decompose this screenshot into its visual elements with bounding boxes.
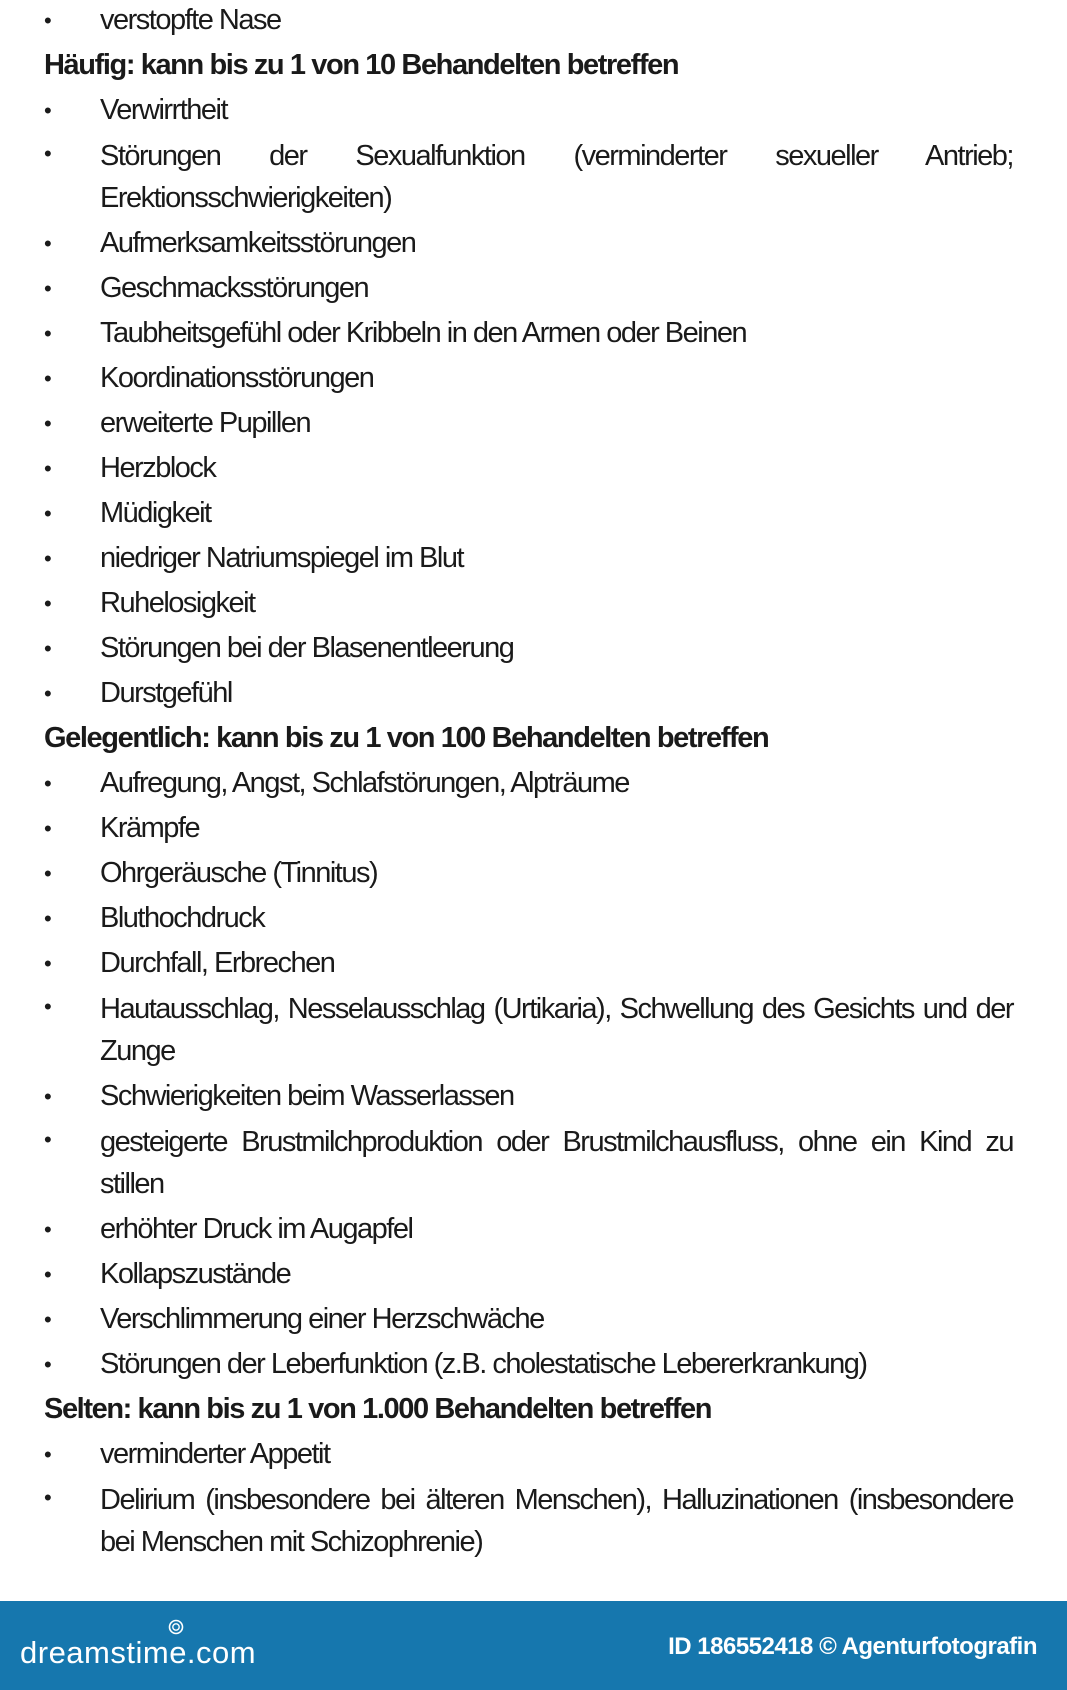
list-item bbox=[0, 986, 1067, 1074]
list-item-text: Taubheitsgefühl oder Kribbeln in den Armen oder Beinen bbox=[100, 317, 747, 349]
list-item bbox=[0, 941, 1067, 986]
list-item-text: verminderter Appetit bbox=[100, 1438, 330, 1470]
bullet-icon: • bbox=[44, 636, 52, 661]
bullet-icon: • bbox=[44, 366, 52, 391]
list-item bbox=[0, 1074, 1067, 1119]
bullet-icon: • bbox=[44, 1084, 52, 1109]
list-item bbox=[0, 761, 1067, 806]
bullet-icon: • bbox=[44, 8, 52, 33]
list-item-text: Delirium (insbesondere bei älteren Menschen), Halluzinationen (insbesondere bei Menschen mit Schizophrenie) bbox=[100, 1484, 1013, 1558]
list-item bbox=[0, 266, 1067, 311]
list-item-text: Aufmerksamkeitsstörungen bbox=[100, 227, 416, 259]
bullet-icon: • bbox=[44, 231, 52, 256]
side-effect-list bbox=[0, 0, 1067, 43]
list-item bbox=[0, 356, 1067, 401]
list-item bbox=[0, 671, 1067, 716]
side-effect-list bbox=[0, 88, 1067, 716]
bullet-icon: • bbox=[44, 98, 52, 123]
bullet-icon: • bbox=[44, 816, 52, 841]
bullet-icon: • bbox=[44, 951, 52, 976]
watermark-banner bbox=[0, 1601, 1067, 1690]
bullet-icon: • bbox=[44, 1485, 52, 1510]
bullet-icon: • bbox=[44, 1127, 52, 1152]
list-item bbox=[0, 896, 1067, 941]
bullet-icon: • bbox=[44, 861, 52, 886]
bullet-icon: • bbox=[44, 411, 52, 436]
list-item-text: gesteigerte Brustmilchproduktion oder Brustmilchausfluss, ohne ein Kind zu stillen bbox=[100, 1126, 1013, 1200]
list-item bbox=[0, 133, 1067, 221]
list-item-text: Verwirrtheit bbox=[100, 94, 228, 126]
bullet-icon: • bbox=[44, 1352, 52, 1377]
list-item bbox=[0, 806, 1067, 851]
bullet-icon: • bbox=[44, 591, 52, 616]
bullet-icon: • bbox=[44, 1307, 52, 1332]
list-item bbox=[0, 221, 1067, 266]
side-effect-list bbox=[0, 1432, 1067, 1565]
list-item-text: Durstgefühl bbox=[100, 677, 232, 709]
list-item-text: verstopfte Nase bbox=[100, 4, 281, 36]
list-item-text: Störungen bei der Blasenentleerung bbox=[100, 632, 514, 664]
list-item-text: Durchfall, Erbrechen bbox=[100, 947, 335, 979]
list-item-text: erweiterte Pupillen bbox=[100, 407, 311, 439]
bullet-icon: • bbox=[44, 456, 52, 481]
list-item-text: Störungen der Leberfunktion (z.B. cholestatische Lebererkrankung) bbox=[100, 1348, 867, 1380]
list-item-text: Geschmacksstörungen bbox=[100, 272, 369, 304]
list-item-text: Ruhelosigkeit bbox=[100, 587, 255, 619]
list-item bbox=[0, 1432, 1067, 1477]
section-heading: Gelegentlich: kann bis zu 1 von 100 Behandelten betreffen bbox=[44, 722, 769, 754]
list-item bbox=[0, 581, 1067, 626]
bullet-icon: • bbox=[44, 1217, 52, 1242]
list-item bbox=[0, 0, 1067, 43]
bullet-icon: • bbox=[44, 501, 52, 526]
list-item-text: Müdigkeit bbox=[100, 497, 211, 529]
list-item bbox=[0, 1119, 1067, 1207]
list-item bbox=[0, 88, 1067, 133]
list-item bbox=[0, 851, 1067, 896]
list-item bbox=[0, 401, 1067, 446]
list-item-text: Kollapszustände bbox=[100, 1258, 291, 1290]
bullet-icon: • bbox=[44, 546, 52, 571]
list-item-text: Koordinationsstörungen bbox=[100, 362, 374, 394]
side-effect-list bbox=[0, 761, 1067, 1387]
list-item bbox=[0, 491, 1067, 536]
list-item-text: Ohrgeräusche (Tinnitus) bbox=[100, 857, 378, 889]
list-item bbox=[0, 1477, 1067, 1565]
list-item-text: Krämpfe bbox=[100, 812, 200, 844]
list-item bbox=[0, 626, 1067, 671]
list-item-text: Verschlimmerung einer Herzschwäche bbox=[100, 1303, 544, 1335]
list-item bbox=[0, 1342, 1067, 1387]
bullet-icon: • bbox=[44, 1442, 52, 1467]
bullet-icon: • bbox=[44, 276, 52, 301]
list-item-text: Hautausschlag, Nesselausschlag (Urtikaria), Schwellung des Gesichts und der Zunge bbox=[100, 993, 1013, 1067]
list-item-text: niedriger Natriumspiegel im Blut bbox=[100, 542, 463, 574]
list-item bbox=[0, 446, 1067, 491]
list-item bbox=[0, 1207, 1067, 1252]
list-item bbox=[0, 1252, 1067, 1297]
bullet-icon: • bbox=[44, 141, 52, 166]
bullet-icon: • bbox=[44, 681, 52, 706]
list-item bbox=[0, 1297, 1067, 1342]
list-item-text: Schwierigkeiten beim Wasserlassen bbox=[100, 1080, 514, 1112]
list-item-text: Herzblock bbox=[100, 452, 216, 484]
section-heading: Selten: kann bis zu 1 von 1.000 Behandelten betreffen bbox=[44, 1393, 712, 1425]
swirl-icon bbox=[168, 1619, 184, 1635]
list-item bbox=[0, 311, 1067, 356]
section-heading: Häufig: kann bis zu 1 von 10 Behandelten betreffen bbox=[44, 49, 679, 81]
logo-text: dreamstime.com bbox=[20, 1635, 257, 1670]
image-credit: ID 186552418 © Agenturfotografin bbox=[668, 1633, 1037, 1660]
list-item bbox=[0, 536, 1067, 581]
list-item-text: erhöhter Druck im Augapfel bbox=[100, 1213, 413, 1245]
bullet-icon: • bbox=[44, 321, 52, 346]
bullet-icon: • bbox=[44, 1262, 52, 1287]
bullet-icon: • bbox=[44, 994, 52, 1019]
bullet-icon: • bbox=[44, 771, 52, 796]
list-item-text: Aufregung, Angst, Schlafstörungen, Alpträume bbox=[100, 767, 629, 799]
list-item-text: Bluthochdruck bbox=[100, 902, 265, 934]
list-item-text: Störungen der Sexualfunktion (verminderter sexueller Antrieb; Erektionsschwierigkeiten) bbox=[100, 140, 1013, 214]
bullet-icon: • bbox=[44, 906, 52, 931]
